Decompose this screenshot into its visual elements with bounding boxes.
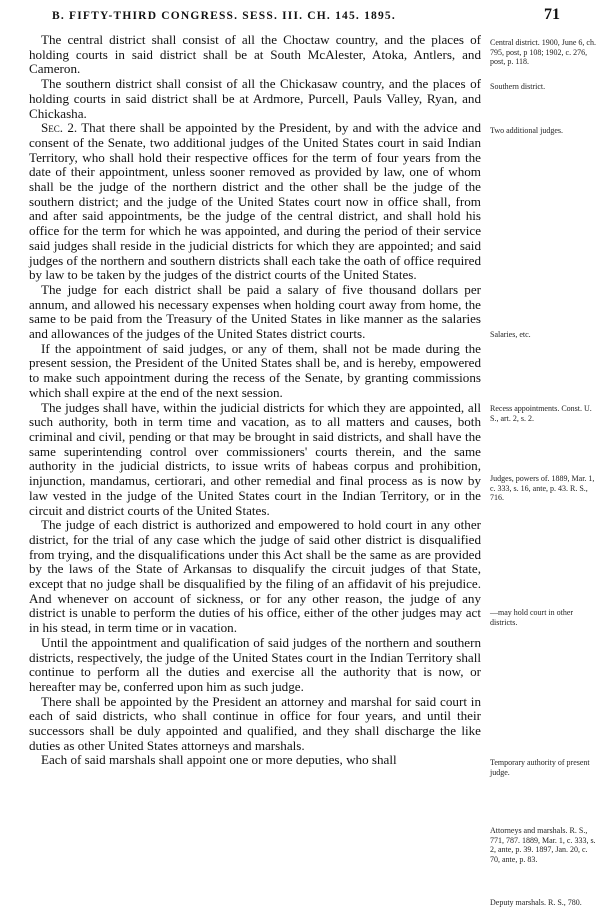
paragraph-attorneys-marshals: There shall be appointed by the President an attorney and marshal for said court in each of said districts, who shall continue in office for four years, and until their successors shall be duly appointed and qualified, and they shall discharge the like duties as other United States attorneys and marshals. <box>29 693 481 753</box>
paragraph-central-district: The central district shall consist of all the Choctaw country, and the places of holding courts in said district shall be at South McAlester, Atoka, Antlers, and Cameron. <box>29 32 481 77</box>
paragraph-deputy-marshals: Each of said marshals shall appoint one or more deputies, who shall <box>41 752 397 768</box>
margin-note-judges-powers: Judges, powers of. 1889, Mar. 1, c. 333, s. 16, ante, p. 43. R. S., 716. <box>490 474 595 502</box>
paragraph-recess-appointments: If the appointment of said judges, or any of them, shall not be made during the present session, the President of the United States shall be, and is hereby, empowered to make such appointment during the recess of the Senate, by granting commissions which shall expire at the end of the next session. <box>29 340 481 400</box>
margin-note-two-additional-judges: Two additional judges. <box>490 126 563 135</box>
paragraph-judges-powers: The judges shall have, within the judicial districts for which they are appointed, all such authority, both in term time and vacation, as to all matters and causes, both criminal and civil, pending or that may be brought in said districts, and shall have the same superintending control over commissioners' courts therein, and the same authority in the judicial districts, to issue writs of habeas corpus and prohibition, injunction, mandamus, certiorari, and other remedial and final process as is now by law vested in the judge of the United States court in the Indian Territory, or in the circuit and district courts of the United States. <box>29 399 481 518</box>
margin-note-central-district: Central district. 1900, June 6, ch. 795, post, p 108; 1902, c. 276, post, p. 118. <box>490 38 596 66</box>
statute-text <box>29 33 481 768</box>
paragraph-temporary-authority: Until the appointment and qualification of said judges of the northern and southern districts, respectively, the judge of the United States court in the Indian Territory shall continue to perform all the duties and exercise all the authority that is now, or hereafter may be, conferred upon him as such judge. <box>29 634 481 694</box>
margin-note-temporary-authority: Temporary authority of present judge. <box>490 758 590 777</box>
paragraph-salaries: The judge for each district shall be paid a salary of five thousand dollars per annum, and allowed his necessary expenses when holding court away from home, the same to be paid from the Treasury of the United States in like manner as the salaries and allowances of the judges of the United States district courts. <box>29 281 481 342</box>
margin-note-deputy-marshals: Deputy marshals. R. S., 780. <box>490 898 582 907</box>
margin-note-attorneys-marshals: Attorneys and marshals. R. S., 771, 787. 1889, Mar. 1, c. 333, s. 2, ante, p. 39. 1897, Jan. 20, c. 70, ante, p. 83. <box>490 826 596 864</box>
paragraph-other-districts: The judge of each district is authorized and empowered to hold court in any other district, for the trial of any case which the judge of said other district is disqualified from trying, and the disqualifications under this Act shall be the same as are provided by the laws of the State of Arkansas to disqualify the circuit judges of that State, except that no judge shall be disqualified by the filing of an affidavit of his prejudice. And whenever on account of sickness, or for any other reason, the judge of any district is unable to perform the duties of his office, either of the other judges may act in his stead, in term time or in vacation. <box>29 517 481 636</box>
margin-note-other-districts: —may hold court in other districts. <box>490 608 574 627</box>
page-header <box>40 8 560 28</box>
paragraph-section-2 <box>29 121 481 283</box>
paragraph-southern-district: The southern district shall consist of all the Chickasaw country, and the places of holding courts in said district shall be at Ardmore, Purcell, Pauls Valley, Ryan, and Chickasha. <box>29 76 481 121</box>
margin-note-recess-appointments: Recess appointments. Const. U. S., art. 2, s. 2. <box>490 404 592 423</box>
section-2-text: That there shall be appointed by the President, by and with the advice and consent of the Senate, two additional judges of the United States court in said Indian Territory, who shall hold their respective offices for the term of four years from the date of their appointment, unless sooner removed as provided by law, one of whom shall be the judge of the northern district and the other shall be the judge of the southern district; and the judge of the United States court now in office shall, from and after said appointments, be the judge of the central district, and shall hold his office for the term for which he was appointed, and during the period of their service said judges shall reside in the judicial districts for which they are appointed; and said judges of the northern and southern districts shall each take the oath of office required by law to be taken by the judges of the district courts of the United States. <box>29 120 481 283</box>
section-lead: Sec. 2. <box>41 120 78 136</box>
page-number: 71 <box>544 6 560 23</box>
margin-note-salaries: Salaries, etc. <box>490 330 531 339</box>
running-head: B. FIFTY-THIRD CONGRESS. SESS. III. CH. 145. 1895. <box>52 10 396 22</box>
margin-note-southern-district: Southern district. <box>490 82 546 91</box>
